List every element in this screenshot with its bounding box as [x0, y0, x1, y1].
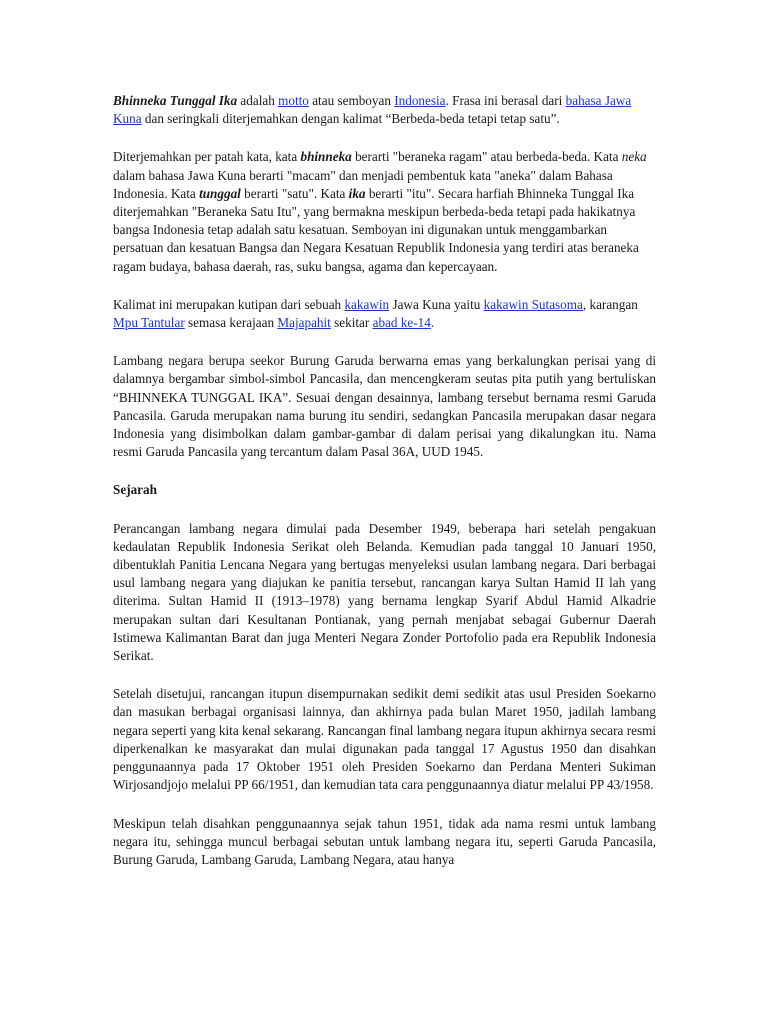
text-span: berarti "satu". Kata: [240, 185, 349, 201]
paragraph-kakawin: [113, 296, 656, 332]
term-bhinneka-tunggal-ika: Bhinneka Tunggal Ika: [113, 93, 238, 108]
link-motto[interactable]: motto: [278, 93, 309, 108]
paragraph-sejarah-2: Setelah disetujui, rancangan itupun disempurnakan sedikit demi sedikit atas usul Presiden Soekarno dan masukan berbagai organisasi lainnya, dan akhirnya pada bulan Maret 1950, jadilah lambang negara seperti yang kita kenal sekarang. Rancangan final lambang negara itupun akhirnya secara resmi diperkenalkan ke masyarakat dan mulai digunakan pada tanggal 17 Agustus 1950 dan disahkan penggunaannya pada 17 Oktober 1951 oleh Presiden Soekarno dan Perdana Menteri Sukiman Wirjosandjojo melalui PP 66/1951, dan kemudian tata cara penggunaannya diatur melalui PP 43/1958.: [113, 686, 656, 793]
word-tunggal: tunggal: [199, 185, 241, 201]
link-majapahit[interactable]: Majapahit: [277, 315, 331, 331]
document-page: [113, 92, 656, 889]
text-span: Kalimat ini merupakan kutipan dari sebuah: [113, 296, 345, 312]
link-kakawin[interactable]: kakawin: [344, 296, 390, 312]
text-span: dan seringkali diterjemahkan dengan kalimat “Berbeda-beda tetapi tetap satu”.: [141, 111, 560, 127]
text-span: adalah: [237, 93, 279, 108]
text-span: atau semboyan: [308, 93, 395, 108]
word-ika: ika: [348, 185, 366, 201]
section-heading-sejarah: Sejarah: [113, 482, 157, 498]
link-indonesia[interactable]: Indonesia: [394, 93, 446, 108]
text-span: berarti "itu". Secara harfiah Bhinneka Tunggal Ika diterjemahkan "Beraneka Satu Itu", yang bermakna meskipun berbeda-beda tetapi pada hakikatnya bangsa Indonesia tetap adalah satu kesatuan. Semboyan ini digunakan untuk menggambarkan persatuan dan kesatuan Bangsa dan Negara Kesatuan Republik Indonesia yang terdiri atas beraneka ragam budaya, bahasa daerah, ras, suku bangsa, agama dan kepercayaan.: [113, 185, 639, 274]
paragraph-lambang: Lambang negara berupa seekor Burung Garuda berwarna emas yang berkalungkan perisai yang di dalamnya bergambar simbol-simbol Pancasila, dan mencengkeram seutas pita putih yang bertuliskan “BHINNEKA TUNGGAL IKA”. Sesuai dengan desainnya, lambang tersebut bernama resmi Garuda Pancasila. Garuda merupakan nama burung itu sendiri, sedangkan Pancasila merupakan dasar negara Indonesia yang disimbolkan dalam gambar-gambar di dalam perisai yang dikalungkan itu. Nama resmi Garuda Pancasila yang tercantum dalam Pasal 36A, UUD 1945.: [113, 353, 656, 460]
paragraph-intro: [113, 92, 656, 128]
text-span: semasa kerajaan: [184, 315, 278, 331]
text-span: , karangan: [582, 296, 638, 312]
paragraph-translation: [113, 148, 656, 275]
link-mpu-tantular[interactable]: Mpu Tantular: [113, 315, 185, 331]
text-span: berarti "beraneka ragam" atau berbeda-beda. Kata: [351, 149, 622, 165]
word-bhinneka: bhinneka: [300, 149, 352, 165]
text-span: Diterjemahkan per patah kata, kata: [113, 149, 301, 165]
link-abad-ke-14[interactable]: abad ke-14: [372, 315, 431, 331]
text-span: . Frasa ini berasal dari: [445, 93, 566, 108]
text-span: sekitar: [330, 315, 373, 331]
link-bahasa-jawa-kuna[interactable]: bahasa Jawa Kuna: [113, 93, 632, 127]
link-kakawin-sutasoma[interactable]: kakawin Sutasoma: [483, 296, 583, 312]
text-span: dalam bahasa Jawa Kuna berarti "macam" dan menjadi pembentuk kata "aneka" dalam Bahasa Indonesia. Kata: [113, 167, 613, 201]
word-neka: neka: [621, 149, 647, 165]
paragraph-sejarah-3: Meskipun telah disahkan penggunaannya sejak tahun 1951, tidak ada nama resmi untuk lambang negara itu, sehingga muncul berbagai sebutan untuk lambang negara itu, seperti Garuda Pancasila, Burung Garuda, Lambang Garuda, Lambang Negara, atau hanya: [113, 815, 656, 867]
text-span: .: [430, 315, 435, 331]
paragraph-sejarah-1: Perancangan lambang negara dimulai pada Desember 1949, beberapa hari setelah pengakuan kedaulatan Republik Indonesia Serikat oleh Belanda. Kemudian pada tanggal 10 Januari 1950, dibentuklah Panitia Lencana Negara yang bertugas menyeleksi usulan lambang negara. Dari berbagai usul lambang negara yang diajukan ke panitia tersebut, rancangan karya Sultan Hamid II lah yang diterima. Sultan Hamid II (1913–1978) yang bernama lengkap Syarif Abdul Hamid Alkadrie merupakan sultan dari Kesultanan Pontianak, yang pernah menjabat sebagai Gubernur Daerah Istimewa Kalimantan Barat dan juga Menteri Negara Zonder Portofolio pada era Republik Indonesia Serikat.: [113, 520, 656, 664]
text-span: Jawa Kuna yaitu: [389, 296, 484, 312]
